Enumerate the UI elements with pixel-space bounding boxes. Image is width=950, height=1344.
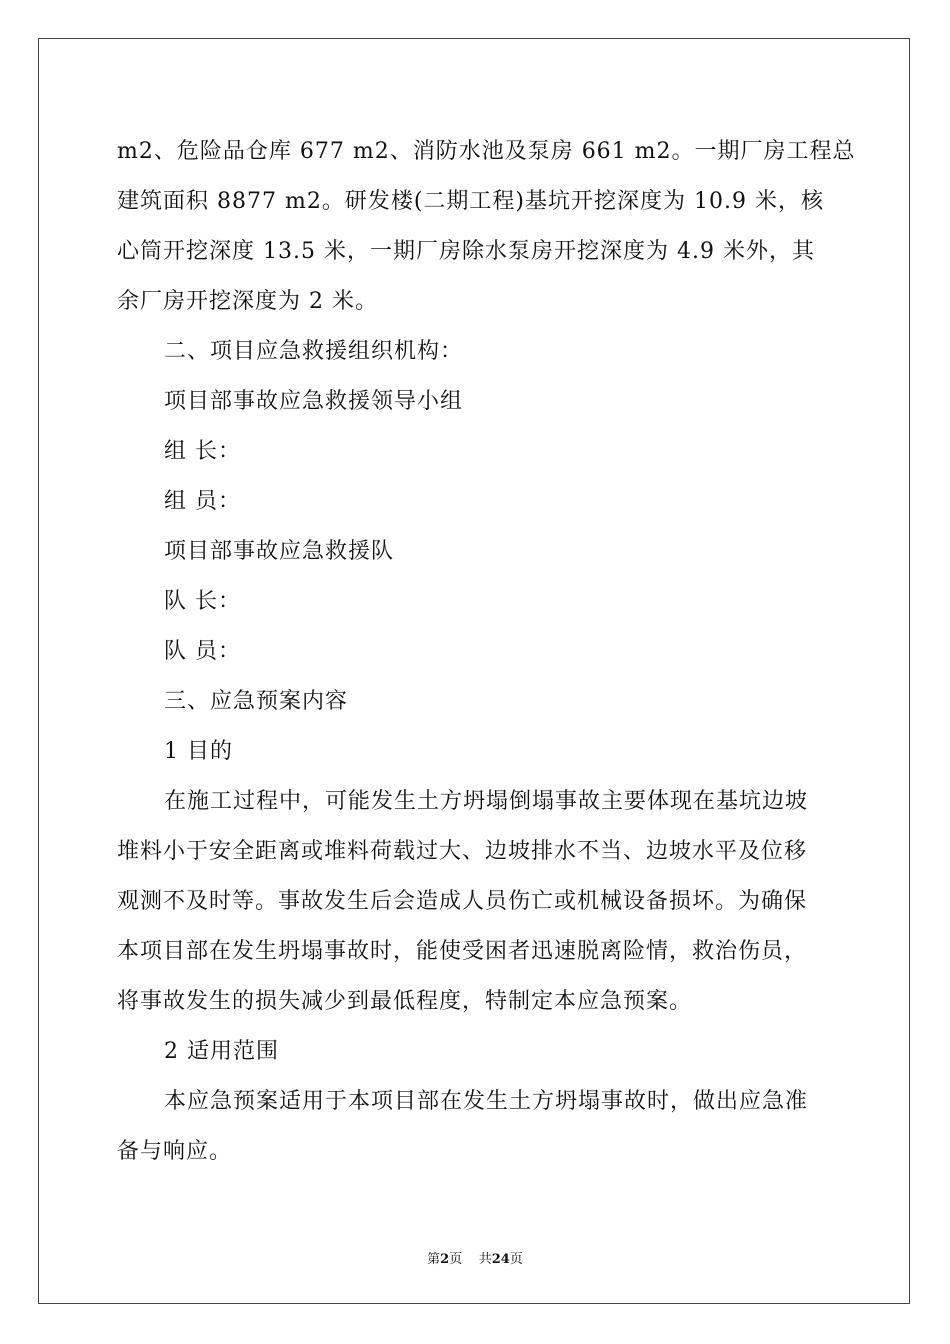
text-line: m2、危险品仓库 677 m2、消防水池及泵房 661 m2。一期厂房工程总 <box>117 139 856 164</box>
text-line: 本应急预案适用于本项目部在发生土方坍塌事故时，做出应急准 <box>164 1089 809 1114</box>
text-line: 1 目的 <box>164 739 233 764</box>
footer-total-pages: 24 <box>491 1252 510 1267</box>
footer-page-number: 2 <box>440 1252 450 1267</box>
footer-page-suffix: 页 <box>449 1252 463 1267</box>
text-line: 本项目部在发生坍塌事故时，能使受困者迅速脱离险情，救治伤员， <box>117 939 808 964</box>
document-body <box>117 127 856 1177</box>
page-footer <box>0 1248 950 1267</box>
text-line: 心筒开挖深度 13.5 米，一期厂房除水泵房开挖深度为 4.9 米外，其 <box>117 239 815 264</box>
footer-total-suffix: 页 <box>509 1252 523 1267</box>
text-line: 组 员： <box>164 489 241 514</box>
footer-total-prefix: 共 <box>478 1252 492 1267</box>
text-line: 2 适用范围 <box>164 1039 279 1064</box>
text-line: 组 长： <box>164 439 241 464</box>
text-line: 余厂房开挖深度为 2 米。 <box>117 289 378 314</box>
text-line: 队 长： <box>164 589 241 614</box>
text-line: 堆料小于安全距离或堆料荷载过大、边坡排水不当、边坡水平及位移 <box>117 839 808 864</box>
text-line: 观测不及时等。事故发生后会造成人员伤亡或机械设备损坏。为确保 <box>117 889 808 914</box>
text-line: 项目部事故应急救援领导小组 <box>164 389 464 414</box>
footer-prefix: 第 <box>427 1252 441 1267</box>
text-line: 备与响应。 <box>117 1139 233 1164</box>
text-line: 项目部事故应急救援队 <box>164 539 395 564</box>
text-line: 三、应急预案内容 <box>164 689 349 714</box>
text-line: 队 员： <box>164 639 241 664</box>
text-line: 将事故发生的损失减少到最低程度，特制定本应急预案。 <box>117 989 693 1014</box>
text-line: 建筑面积 8877 m2。研发楼(二期工程)基坑开挖深度为 10.9 米，核 <box>117 189 824 214</box>
text-line: 二、项目应急救援组织机构： <box>164 339 464 364</box>
text-line: 在施工过程中，可能发生土方坍塌倒塌事故主要体现在基坑边坡 <box>164 789 809 814</box>
